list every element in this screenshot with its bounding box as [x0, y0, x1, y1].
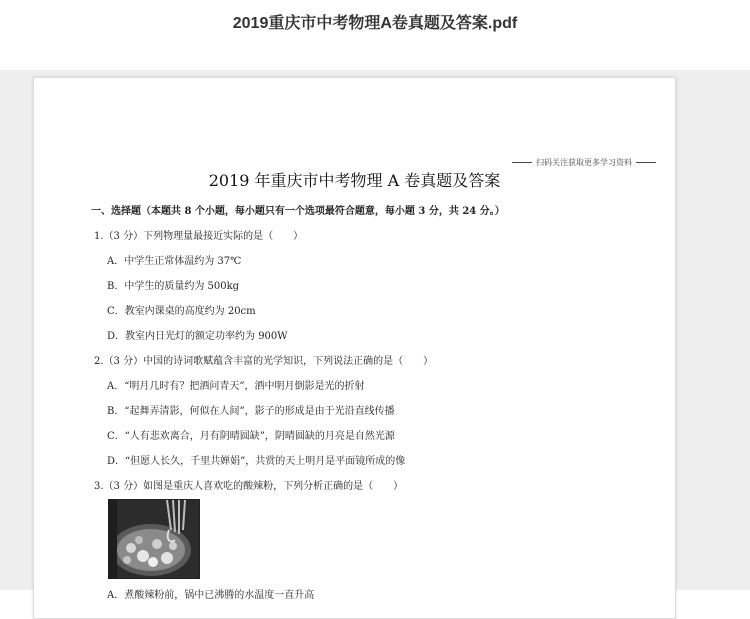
hot-sour-noodles-photo	[108, 499, 200, 579]
question-1-option-c: C．教室内课桌的高度约为 20cm	[107, 306, 256, 317]
question-2: 2.（3 分）中国的诗词歌赋蕴含丰富的光学知识，下列说法正确的是（ ）	[94, 356, 434, 367]
question-1-option-a: A．中学生正常体温约为 37℃	[107, 256, 242, 267]
viewer-header	[0, 0, 750, 70]
question-1-option-b: B．中学生的质量约为 500kg	[107, 281, 240, 292]
watermark-dash-left	[512, 162, 532, 163]
question-3: 3.（3 分）如图是重庆人喜欢吃的酸辣粉，下列分析正确的是（ ）	[94, 481, 404, 492]
noodle-pot-illustration	[109, 500, 199, 578]
question-2-option-b: B．“起舞弄清影，何似在人间”，影子的形成是由于光沿直线传播	[107, 406, 395, 417]
question-1: 1.（3 分）下列物理量最接近实际的是（ ）	[94, 231, 304, 242]
question-3-option-a: A．煮酸辣粉前，锅中已沸腾的水温度一直升高	[107, 590, 315, 601]
document-title: 2019 年重庆市中考物理 A 卷真题及答案	[208, 171, 501, 190]
watermark-text: 扫码关注获取更多学习资料	[536, 158, 632, 167]
watermark-dash-right	[636, 162, 656, 163]
question-2-option-c: C．“人有悲欢离合，月有阴晴圆缺”，阴晴圆缺的月亮是自然光源	[107, 431, 395, 442]
question-1-option-d: D．教室内日光灯的额定功率约为 900W	[107, 331, 288, 342]
file-title: 2019重庆市中考物理A卷真题及答案.pdf	[232, 15, 518, 32]
question-2-option-d: D．“但愿人长久，千里共婵娟”，共赏的天上明月是平面镜所成的像	[107, 456, 406, 467]
question-2-option-a: A．“明月几时有？把酒问青天”，酒中明月倒影是光的折射	[107, 381, 365, 392]
section-heading: 一、选择题（本题共 8 个小题，每小题只有一个选项最符合题意，每小题 3 分，共 24 分。）	[91, 206, 505, 217]
watermark	[512, 157, 658, 168]
document-viewer[interactable]	[0, 70, 750, 601]
pdf-page	[33, 77, 676, 619]
